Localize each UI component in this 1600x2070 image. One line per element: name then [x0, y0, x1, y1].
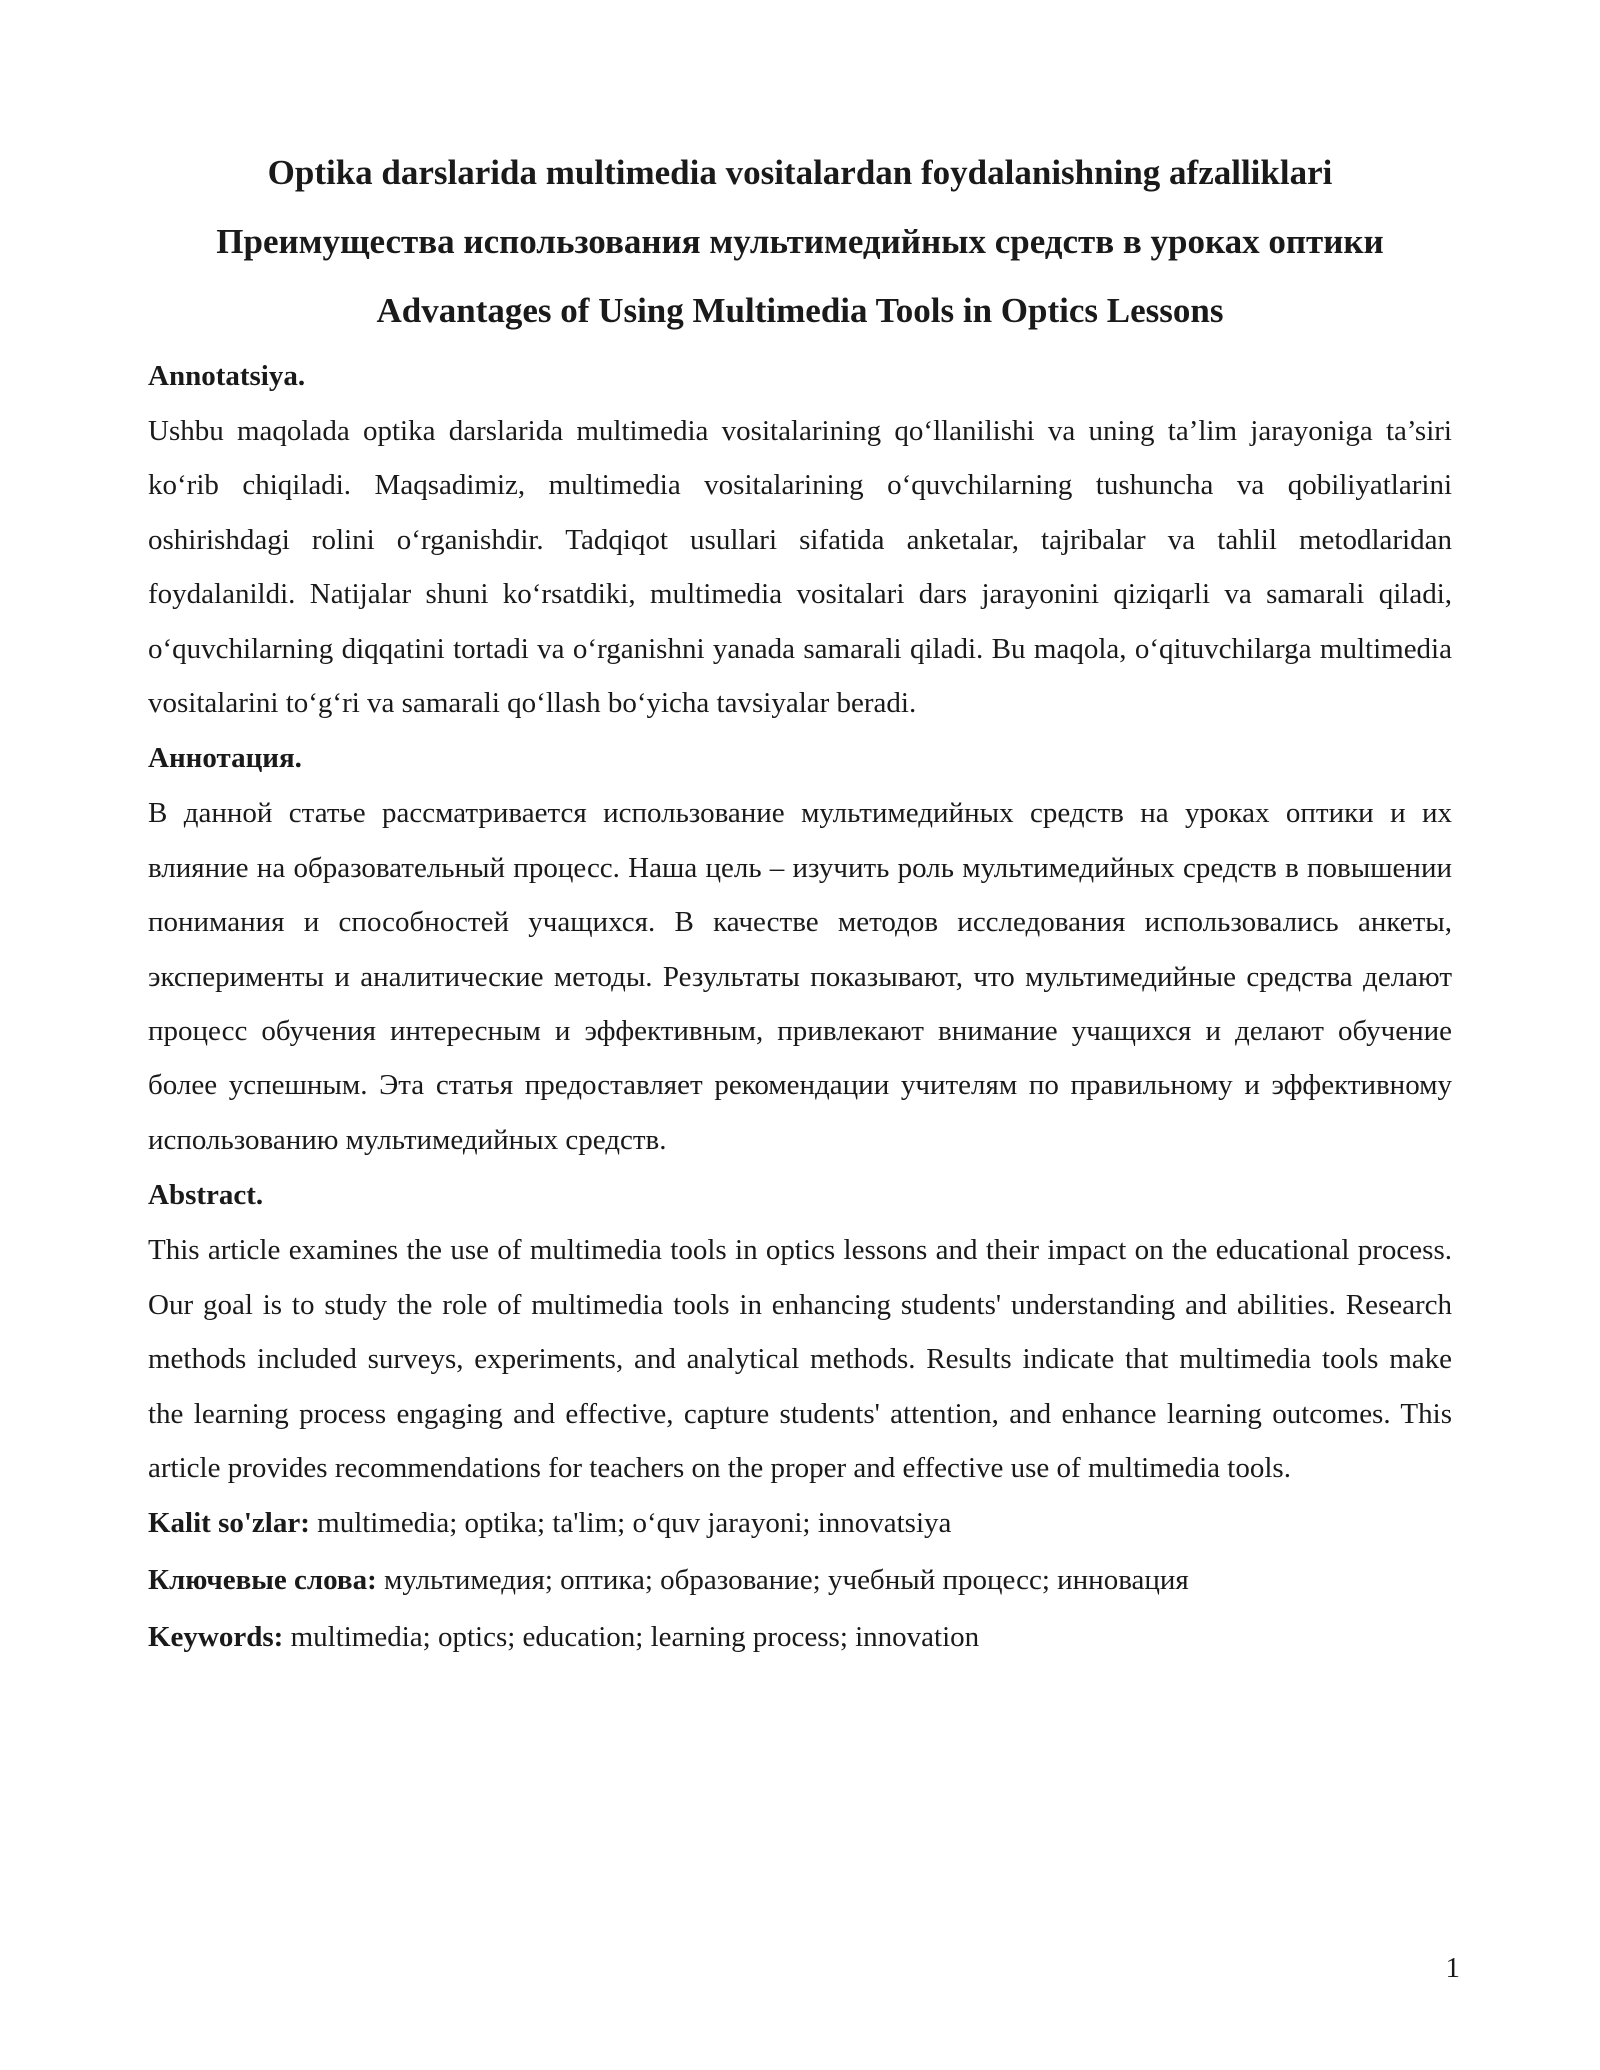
title-english: Advantages of Using Multimedia Tools in Optics Lessons [376, 291, 1224, 330]
abstract-heading: Abstract. [148, 1179, 264, 1212]
annotatsiya-ru-heading: Аннотация. [148, 742, 302, 775]
document-body [148, 348, 1452, 1666]
title-block [148, 138, 1452, 345]
keywords-uzbek-label: Kalit so'zlar: [148, 1507, 310, 1540]
annotatsiya-ru-text: В данной статье рассматривается использование мультимедийных средств на уроках оптики и их влияние на образовательный процесс. Наша цель – изучить роль мультимедийных средств в повышении понимания и способностей учащихся. В качестве методов исследования использовались анкеты, эксперименты и аналитические методы. Результаты показывают, что мультимедийные средства делают процесс обучения интересным и эффективным, привлекают внимание учащихся и делают обучение более успешным. Эта статья предоставляет рекомендации учителям по правильному и эффективному использованию мультимедийных средств. [148, 797, 1452, 1156]
annotatsiya-text: Ushbu maqolada optika darslarida multimedia vositalarining qo‘llanilishi va uning ta’lim jarayoniga ta’siri ko‘rib chiqiladi. Maqsadimiz, multimedia vositalarining o‘quvchilarning tushuncha va qobiliyatlarini oshirishdagi rolini o‘rganishdir. Tadqiqot usullari sifatida anketalar, tajribalar va tahlil metodlaridan foydalanildi. Natijalar shuni ko‘rsatdiki, multimedia vositalari dars jarayonini qiziqarli va samarali qiladi, o‘quvchilarning diqqatini tortadi va o‘rganishni yanada samarali qiladi. Bu maqola, o‘qituvchilarga multimedia vositalarini to‘g‘ri va samarali qo‘llash bo‘yicha tavsiyalar beradi. [148, 415, 1452, 720]
keywords-russian [148, 1552, 1452, 1609]
keywords-english [148, 1609, 1452, 1666]
page-number: 1 [1445, 1952, 1460, 1984]
title-russian: Преимущества использования мультимедийных средств в уроках оптики [216, 222, 1384, 261]
annotatsiya-heading: Annotatsiya. [148, 360, 306, 392]
keywords-uzbek [148, 1495, 1452, 1552]
keywords-english-label: Keywords: [148, 1621, 284, 1654]
keywords-uzbek-value: multimedia; optika; ta'lim; o‘quv jarayoni; innovatsiya [309, 1507, 952, 1540]
title-uzbek: Optika darslarida multimedia vositalardan foydalanishning afzalliklari [267, 153, 1333, 192]
keywords-russian-label: Ключевые слова: [148, 1564, 377, 1597]
abstract-text: This article examines the use of multimedia tools in optics lessons and their impact on the educational process. Our goal is to study the role of multimedia tools in enhancing students' understanding and abilities. Research methods included surveys, experiments, and analytical methods. Results indicate that multimedia tools make the learning process engaging and effective, capture students' attention, and enhance learning outcomes. This article provides recommendations for teachers on the proper and effective use of multimedia tools. [148, 1234, 1452, 1484]
keywords-english-value: multimedia; optics; education; learning process; innovation [283, 1621, 980, 1654]
keywords-russian-value: мультимедия; оптика; образование; учебный процесс; инновация [376, 1564, 1189, 1597]
